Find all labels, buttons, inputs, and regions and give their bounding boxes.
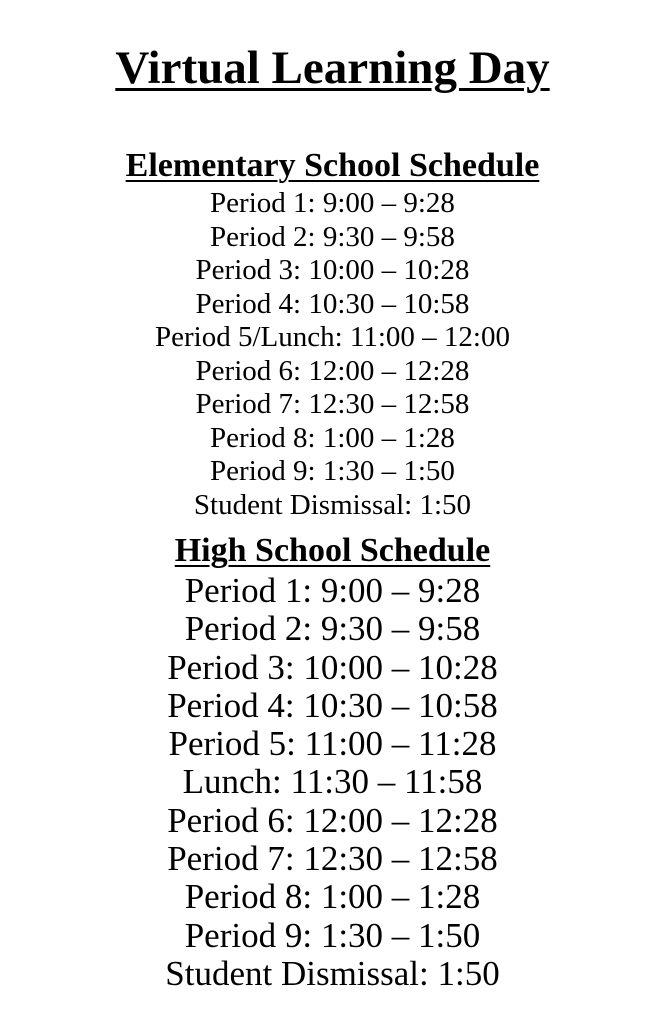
high-school-period-2: Period 2: 9:30 – 9:58: [184, 609, 481, 649]
high-school-period-6: Period 6: 12:00 – 12:28: [167, 800, 498, 840]
elementary-schedule-section: [0, 145, 665, 522]
high-school-period-5: Period 5: 11:00 – 11:28: [168, 724, 497, 764]
high-school-schedule-heading: High School Schedule: [174, 532, 491, 569]
high-school-period-1: Period 1: 9:00 – 9:28: [184, 571, 481, 610]
elementary-period-1: Period 1: 9:00 – 9:28: [210, 187, 455, 219]
high-school-dismissal: Student Dismissal: 1:50: [165, 953, 500, 993]
elementary-period-8: Period 8: 1:00 – 1:28: [210, 421, 455, 454]
elementary-period-3: Period 3: 10:00 – 10:28: [195, 254, 470, 286]
high-school-schedule-list: [0, 572, 665, 993]
elementary-schedule-list: [0, 187, 665, 522]
elementary-period-4: Period 4: 10:30 – 10:58: [195, 287, 470, 320]
elementary-period-7: Period 7: 12:30 – 12:58: [195, 388, 470, 420]
page-title: Virtual Learning Day: [115, 42, 550, 94]
elementary-period-9: Period 9: 1:30 – 1:50: [210, 455, 455, 487]
elementary-period-6: Period 6: 12:00 – 12:28: [195, 354, 470, 387]
high-school-period-9: Period 9: 1:30 – 1:50: [184, 915, 481, 955]
high-school-period-8: Period 8: 1:00 – 1:28: [184, 877, 481, 917]
elementary-period-2: Period 2: 9:30 – 9:58: [210, 220, 455, 253]
high-school-period-4: Period 4: 10:30 – 10:58: [167, 685, 498, 725]
high-school-period-3: Period 3: 10:00 – 10:28: [167, 647, 498, 687]
elementary-dismissal: Student Dismissal: 1:50: [193, 488, 472, 521]
elementary-period-5-lunch: Period 5/Lunch: 11:00 – 12:00: [155, 321, 510, 353]
high-school-lunch: Lunch: 11:30 – 11:58: [182, 762, 483, 802]
high-school-schedule-section: [0, 530, 665, 993]
elementary-schedule-heading: Elementary School Schedule: [125, 147, 540, 184]
high-school-period-7: Period 7: 12:30 – 12:58: [167, 839, 498, 879]
